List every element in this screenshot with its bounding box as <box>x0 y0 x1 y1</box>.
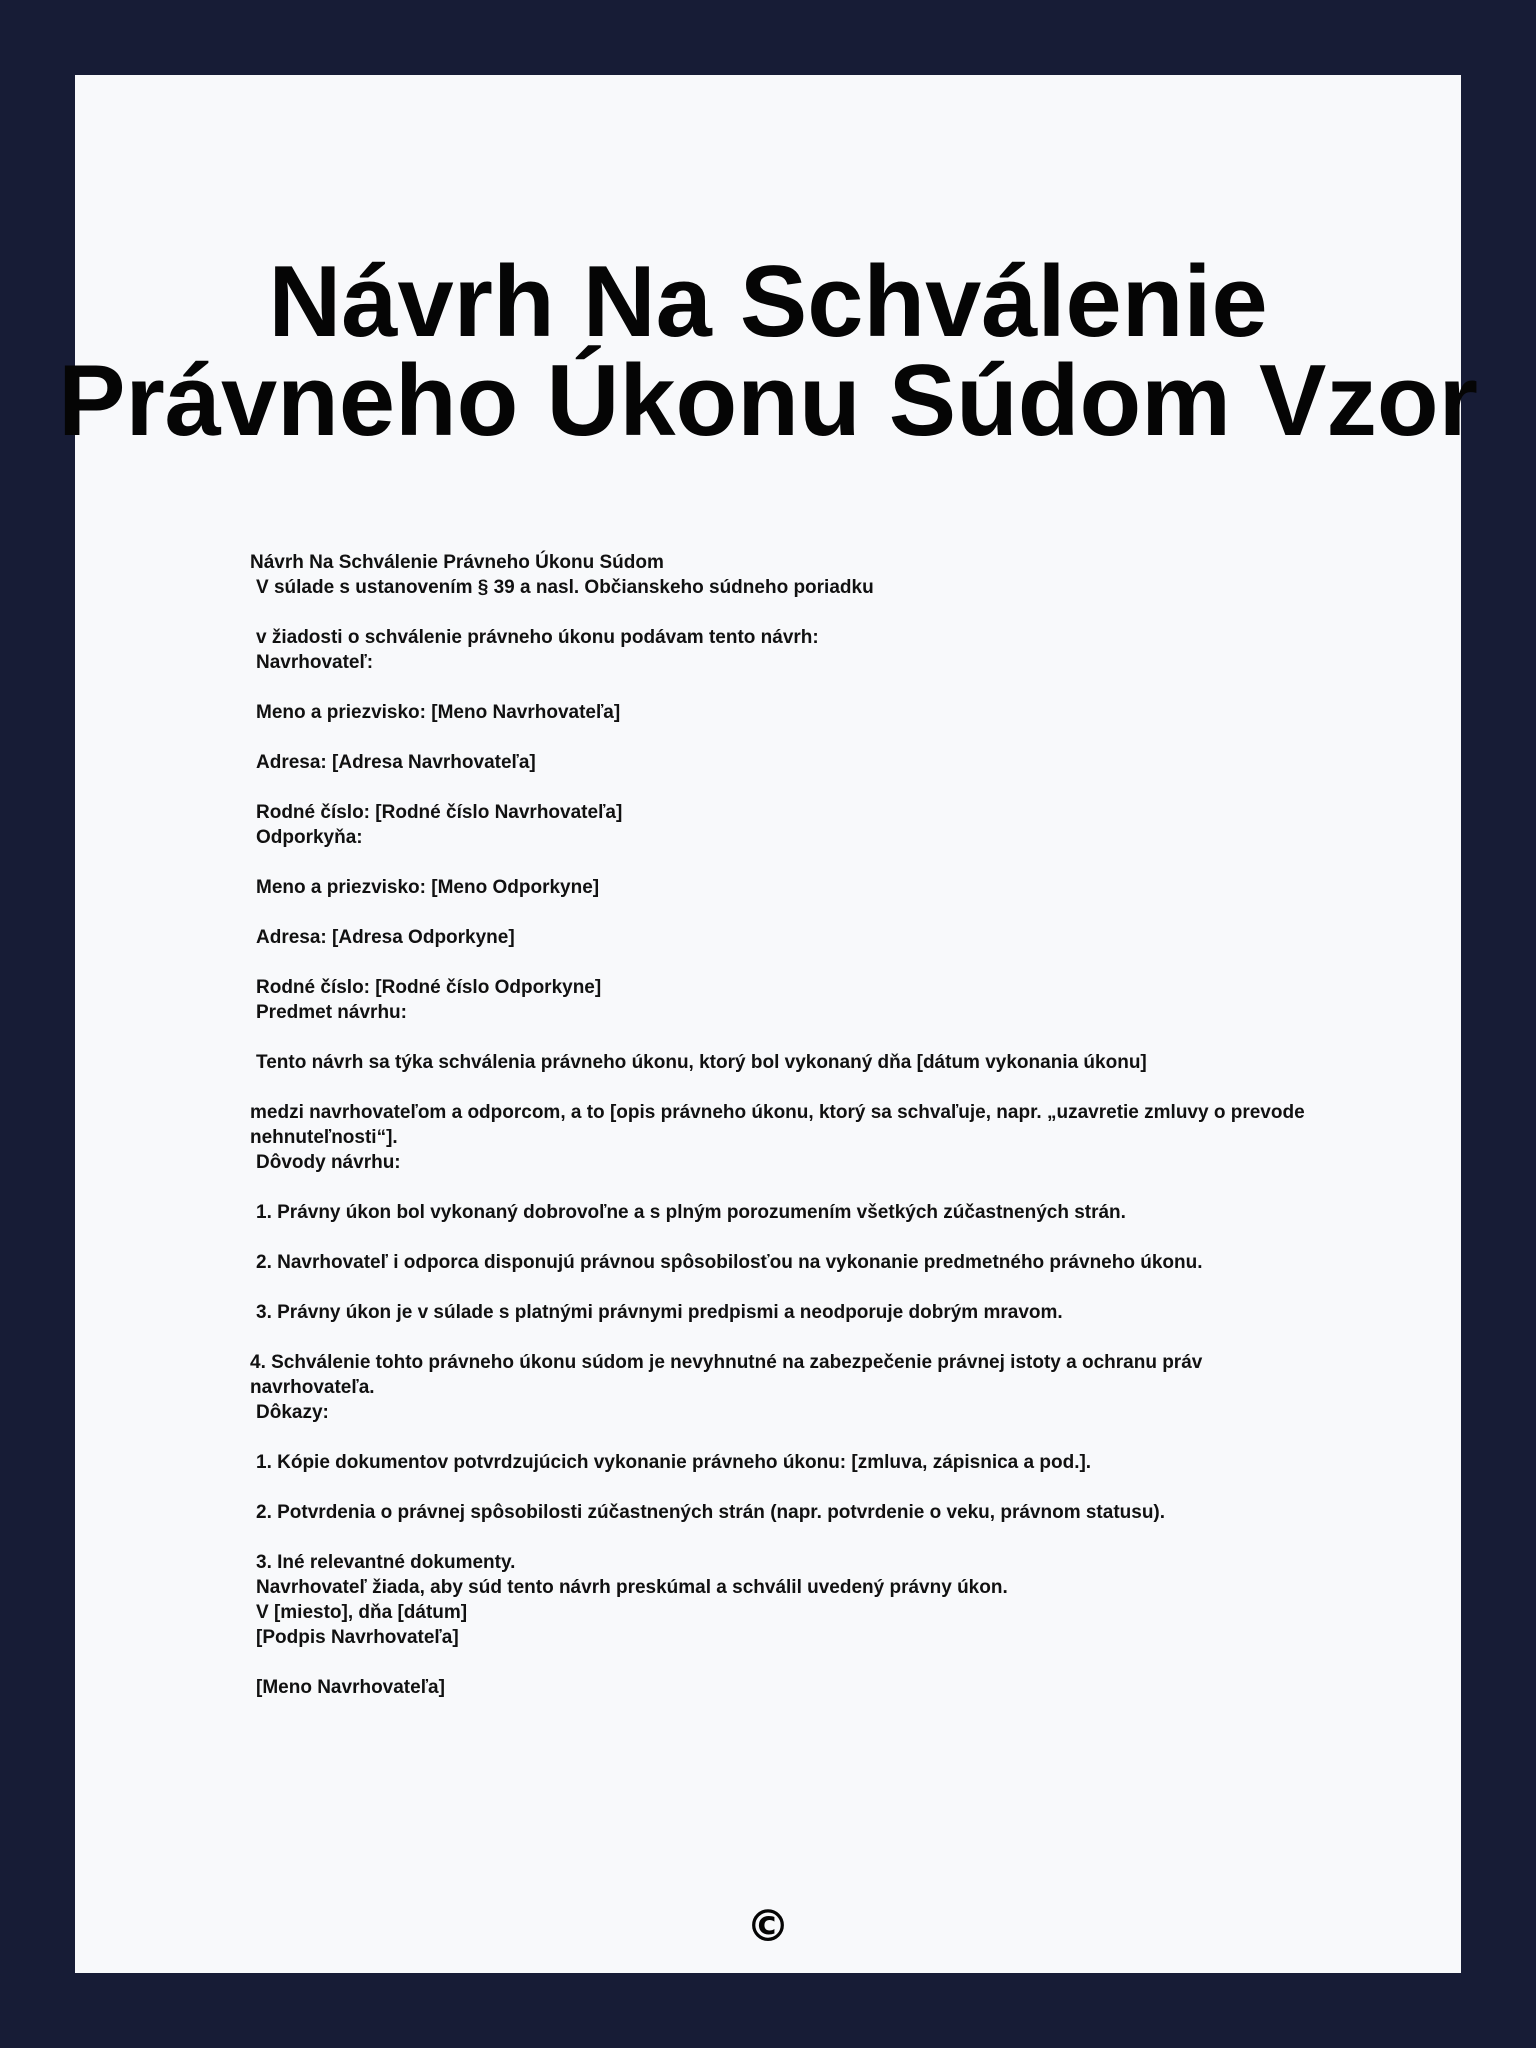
request-text: Navrhovateľ žiada, aby súd tento návrh preskúmal a schválil uvedený právny úkon. <box>256 1577 1008 1598</box>
intro-line-1: V súlade s ustanovením § 39 a nasl. Občianskeho súdneho poriadku <box>256 577 874 598</box>
subject-line-1: Tento návrh sa týka schválenia právneho úkonu, ktorý bol vykonaný dňa [dátum vykonania úkonu] <box>256 1052 1147 1073</box>
subject-line-2: medzi navrhovateľom a odporcom, a to [opis právneho úkonu, ktorý sa schvaľuje, napr. „uzavretie zmluvy o prevode nehnuteľnosti“]. <box>250 1102 1310 1148</box>
respondent-id: Rodné číslo: [Rodné číslo Odporkyne] <box>256 977 602 998</box>
petitioner-name: Meno a priezvisko: [Meno Navrhovateľa] <box>256 702 621 723</box>
respondent-label: Odporkyňa: <box>256 827 363 848</box>
reason-3: 3. Právny úkon je v súlade s platnými právnymi predpismi a neodporuje dobrým mravom. <box>256 1302 1063 1323</box>
document-heading: Návrh Na Schválenie Právneho Úkonu Súdom <box>250 552 664 573</box>
petitioner-address: Adresa: [Adresa Navrhovateľa] <box>256 752 536 773</box>
title-line-2: Právneho Úkonu Súdom Vzor <box>58 345 1478 457</box>
evidence-1: 1. Kópie dokumentov potvrdzujúcich vykonanie právneho úkonu: [zmluva, zápisnica a pod.]. <box>256 1452 1092 1473</box>
place-date: V [miesto], dňa [dátum] <box>256 1602 468 1623</box>
petitioner-label: Navrhovateľ: <box>256 652 374 673</box>
page-title <box>0 246 1536 457</box>
document-body <box>250 550 1310 1700</box>
reason-2: 2. Navrhovateľ i odporca disponujú právnou spôsobilosťou na vykonanie predmetného právneho úkonu. <box>256 1252 1203 1273</box>
title-line-1: Návrh Na Schválenie <box>268 246 1268 358</box>
reasons-label: Dôvody návrhu: <box>256 1152 401 1173</box>
respondent-name: Meno a priezvisko: [Meno Odporkyne] <box>256 877 600 898</box>
copyright-symbol: © <box>746 1901 790 1952</box>
petitioner-id: Rodné číslo: [Rodné číslo Navrhovateľa] <box>256 802 623 823</box>
respondent-address: Adresa: [Adresa Odporkyne] <box>256 927 515 948</box>
reason-1: 1. Právny úkon bol vykonaný dobrovoľne a s plným porozumením všetkých zúčastnených strán. <box>256 1202 1126 1223</box>
subject-label: Predmet návrhu: <box>256 1002 407 1023</box>
signature-line: [Podpis Navrhovateľa] <box>256 1627 459 1648</box>
document-page <box>58 75 1478 1973</box>
evidence-2: 2. Potvrdenia o právnej spôsobilosti zúčastnených strán (napr. potvrdenie o veku, právnom statusu). <box>256 1502 1166 1523</box>
evidence-3: 3. Iné relevantné dokumenty. <box>256 1552 516 1573</box>
evidence-label: Dôkazy: <box>256 1402 329 1423</box>
reason-4: 4. Schválenie tohto právneho úkonu súdom je nevyhnutné na zabezpečenie právnej istoty a ochranu práv navrhovateľa. <box>250 1352 1208 1398</box>
signer-name: [Meno Navrhovateľa] <box>256 1677 445 1698</box>
intro-line-2: v žiadosti o schválenie právneho úkonu podávam tento návrh: <box>256 627 819 648</box>
